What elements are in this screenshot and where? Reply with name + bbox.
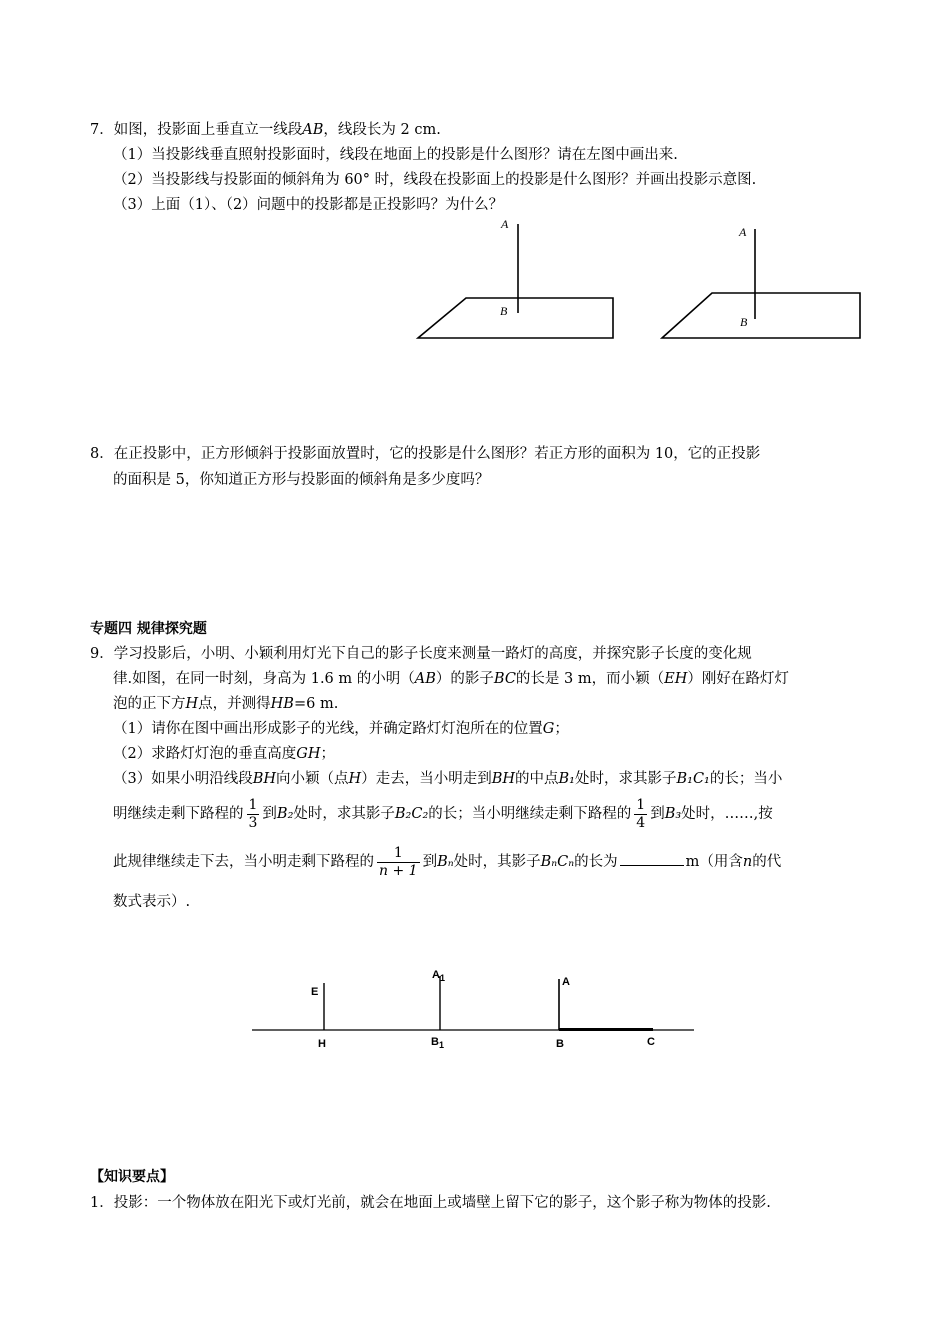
q9-part-1: （1）请你在图中画出形成影子的光线，并确定路灯灯泡所在的位置G；: [113, 721, 569, 737]
knowledge-title: 【知识要点】: [90, 1169, 174, 1185]
fraction-one-over-n-plus-1: $\frac{1}{n + 1}$: [379, 844, 418, 879]
left-label-b: B: [500, 304, 508, 318]
label-a1: $A_1$: [432, 969, 445, 983]
q7-part-1: （1）当投影线垂直照射投影面时，线段在地面上的投影是什么图形？请在左图中画出来.: [113, 147, 678, 163]
fraction-one-third: $\frac{1}{3}$: [248, 796, 258, 831]
q9-line-3: 泡的正下方H点，并测得HB=6 m.: [113, 696, 339, 712]
q9-line-1: 9．学习投影后，小明、小颖利用灯光下自己的影子长度来测量一路灯的高度，并探究影子长度的变化规: [90, 646, 752, 662]
q8-line-2: 的面积是 5，你知道正方形与投影面的倾斜角是多少度吗？: [113, 472, 490, 488]
right-label-b: B: [740, 315, 748, 329]
q8-line-1: 8．在正投影中，正方形倾斜于投影面放置时，它的投影是什么图形？若正方形的面积为 10，它的正投影: [90, 446, 761, 462]
q9-part-3-line-2: 明继续走剩下路程的 $\frac{1}{3}$ 到B₂处时，求其影子B₂C₂的长；当小明继续走剩下路程的 $\frac{1}{4}$ 到B₃处时，……,按: [113, 796, 773, 831]
label-b: B: [556, 1038, 564, 1050]
knowledge-item-1: 1．投影：一个物体放在阳光下或灯光前，就会在地面上或墙壁上留下它的影子，这个影子称为物体的投影.: [90, 1195, 771, 1211]
label-b1: $B_1$: [431, 1036, 444, 1050]
fraction-one-quarter: $\frac{1}{4}$: [636, 796, 646, 831]
q9-part-3-line-3: 此规律继续走下去，当小明走剩下路程的 $\frac{1}{n + 1}$ 到Bₙ处时，其影子BₙCₙ的长为 m（用含n的代: [113, 844, 782, 879]
label-c: C: [647, 1036, 655, 1048]
label-a: A: [562, 976, 570, 988]
label-e: E: [311, 986, 319, 998]
topic-4-title: 专题四 规律探究题: [90, 621, 207, 637]
right-label-a: A: [739, 225, 747, 239]
left-label-a: A: [501, 217, 509, 231]
q7-part-2: （2）当投影线与投影面的倾斜角为 60° 时，线段在投影面上的投影是什么图形？并画出投影示意图.: [113, 172, 757, 188]
q9-line-2: 律.如图，在同一时刻，身高为 1.6 m 的小明（AB）的影子BC的长是 3 m，而小颖（EH）刚好在路灯灯: [113, 671, 789, 687]
q9-part-3-line-4: 数式表示）.: [113, 894, 191, 910]
q9-part-3-line-1: （3）如果小明沿线段BH向小颖（点H）走去，当小明走到BH的中点B₁处时，求其影子B₁C₁的长；当小: [113, 771, 783, 787]
q7-part-3: （3）上面（1）、（2）问题中的投影都是正投影吗？为什么？: [113, 197, 504, 213]
q7-stem: 7．如图，投影面上垂直立一线段AB，线段长为 2 cm.: [90, 122, 441, 138]
q9-part-2: （2）求路灯灯泡的垂直高度GH；: [113, 746, 335, 762]
label-h: H: [318, 1038, 326, 1050]
